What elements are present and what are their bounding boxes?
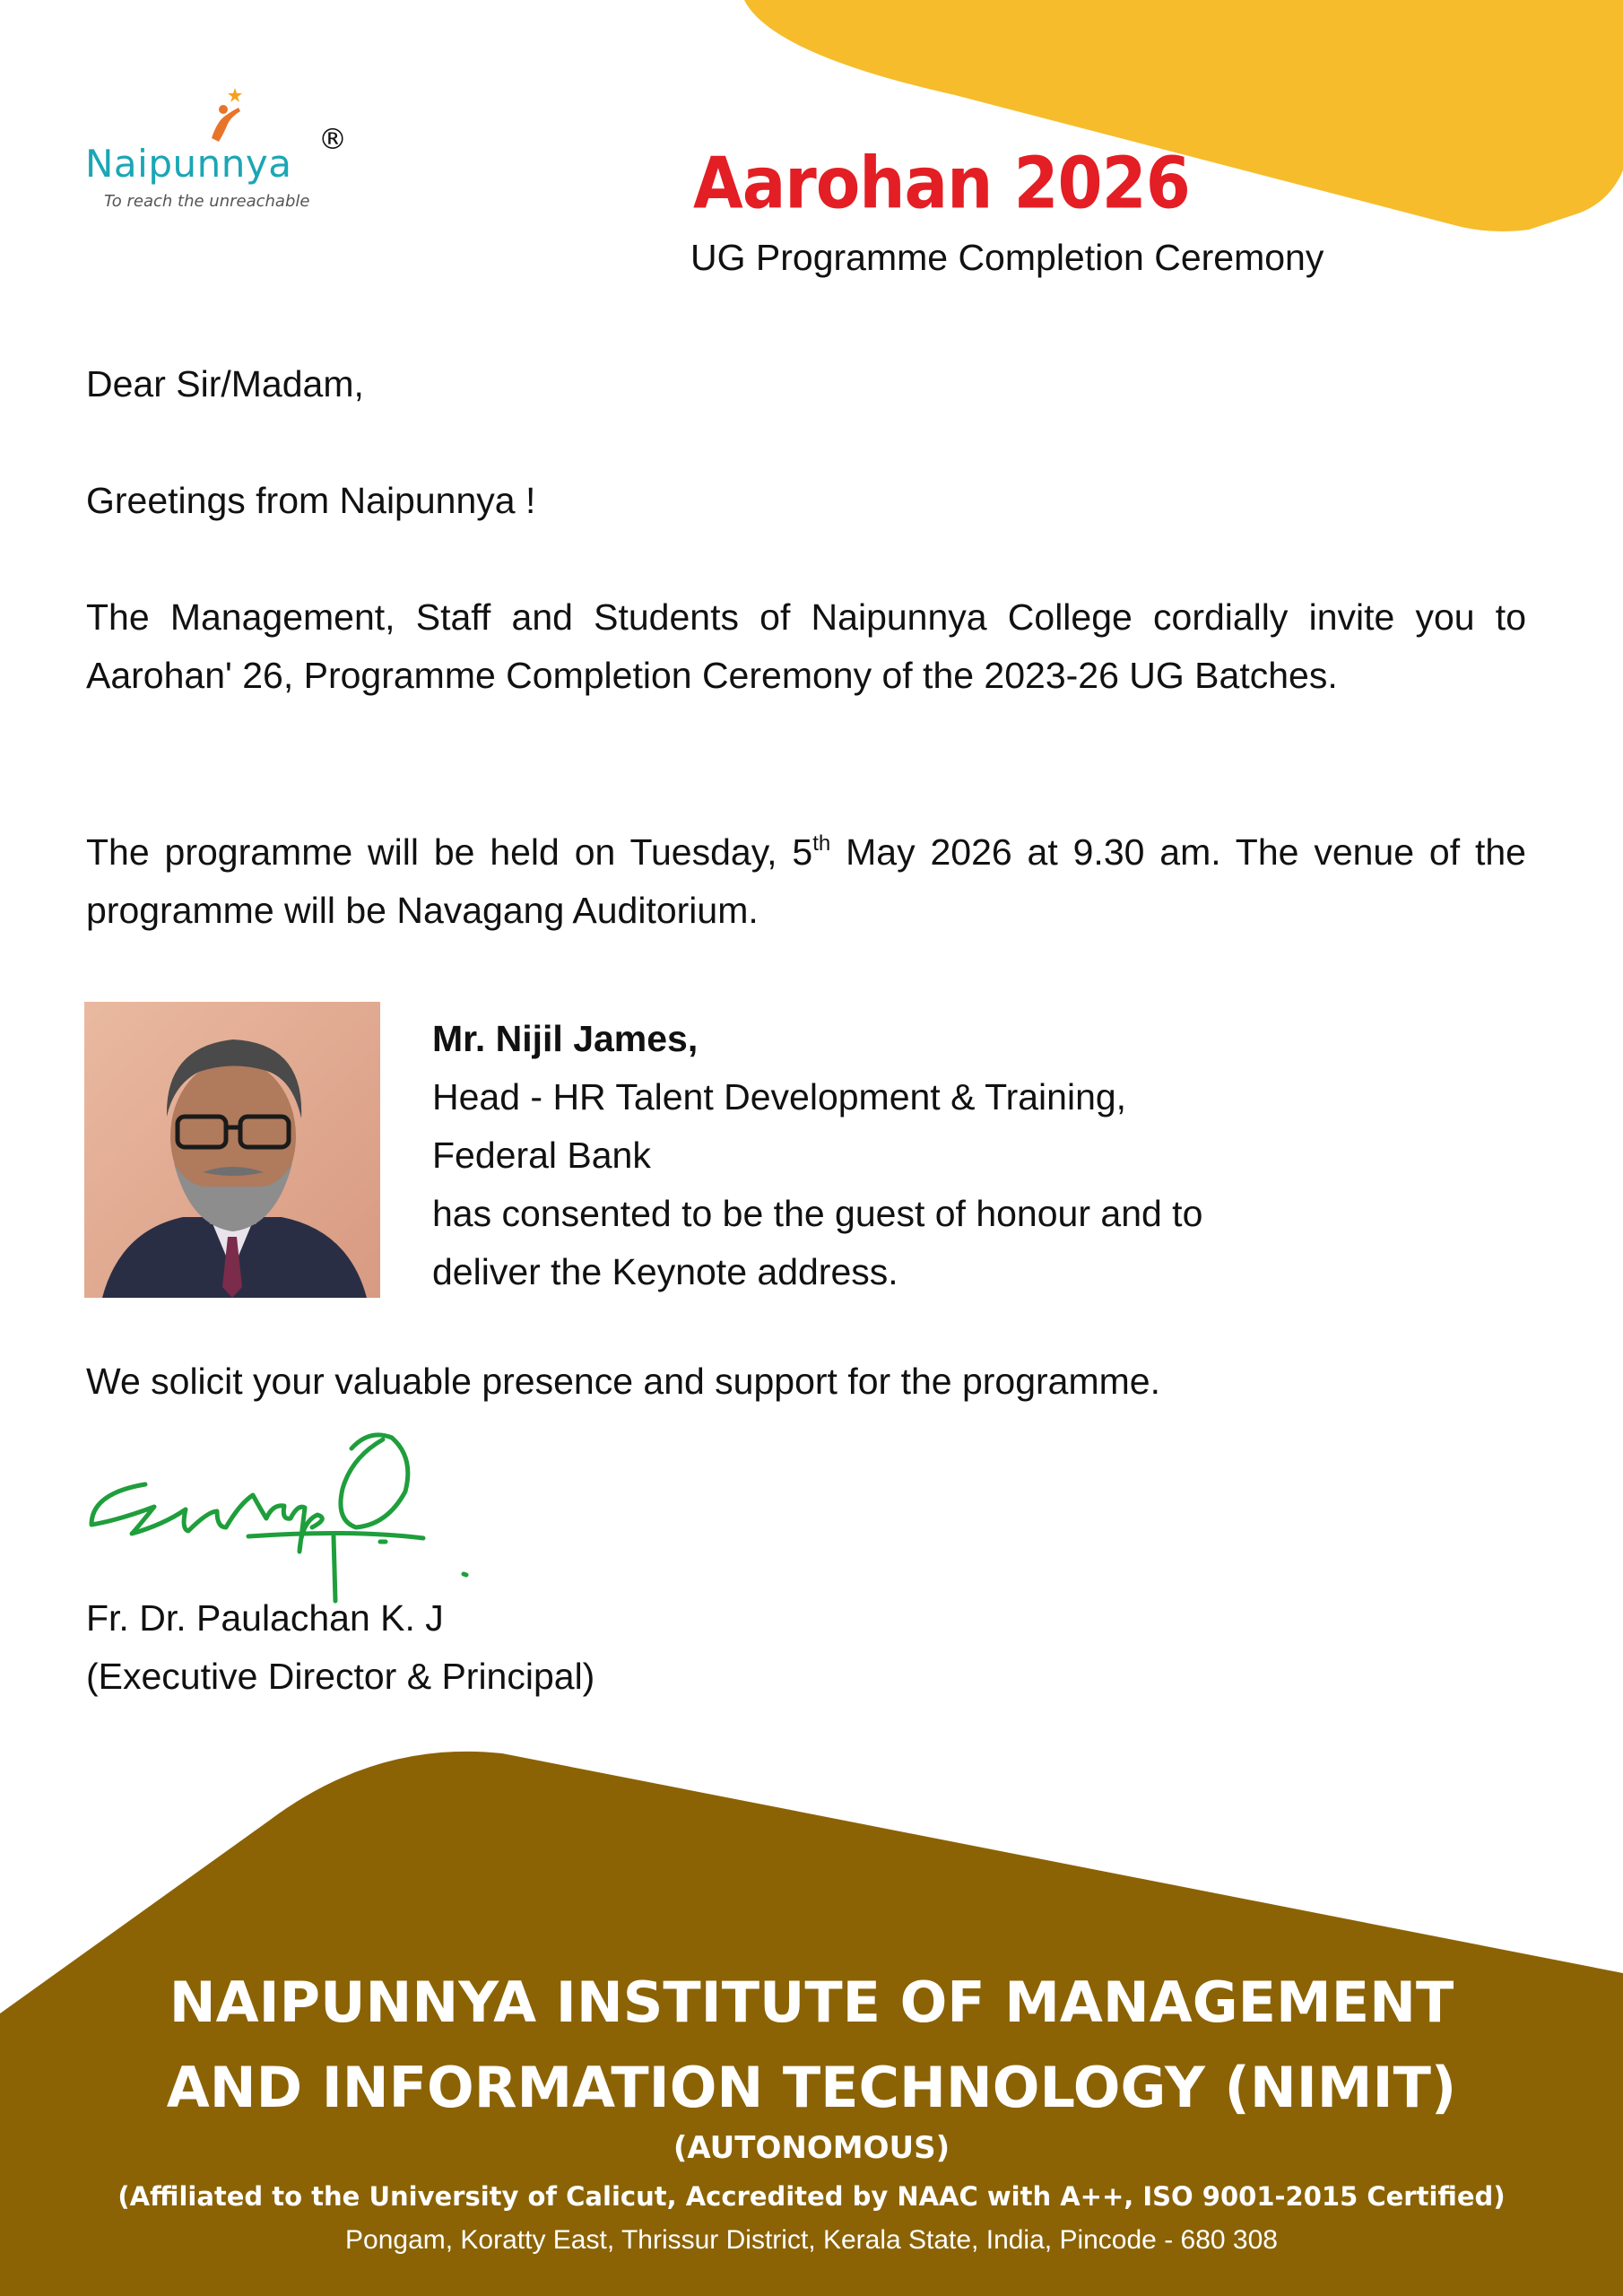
event-subtitle: UG Programme Completion Ceremony (690, 237, 1324, 278)
greeting: Greetings from Naipunnya ! (86, 480, 536, 521)
autonomous-status: (AUTONOMOUS) (673, 2130, 950, 2166)
signatory-name: Fr. Dr. Paulachan K. J (86, 1597, 444, 1639)
salutation: Dear Sir/Madam, (86, 363, 364, 404)
institute-name (0, 1960, 1623, 2130)
guest-details (432, 1010, 1508, 1301)
guest-title: Head - HR Talent Development & Training, (432, 1076, 1127, 1118)
signature-graphic (82, 1422, 486, 1614)
logo-wordmark: Naipunnya (85, 142, 292, 186)
guest-photo (84, 1002, 380, 1298)
logo-tagline: To reach the unreachable (104, 192, 310, 211)
guest-note-line2: deliver the Keynote address. (432, 1251, 898, 1292)
date-ordinal: th (812, 831, 831, 856)
closing-line: We solicit your valuable presence and support for the programme. (86, 1361, 1160, 1402)
invitation-paragraph: The Management, Staff and Students of Naipunnya College cordially invite you to Aarohan' 26, Programme Completion Ceremony of the 2023-26 UG Batches. (86, 596, 1526, 696)
schedule-prefix: The programme will be held on Tuesday, 5 (86, 831, 813, 873)
signatory-block (86, 1589, 595, 1706)
registered-mark: ® (318, 122, 347, 156)
schedule-suffix: May 2026 at 9.30 am. The venue of the programme will be Navagang Auditorium. (86, 831, 1526, 931)
address-line: Pongam, Koratty East, Thrissur District, Kerala State, India, Pincode - 680 308 (345, 2225, 1278, 2255)
guest-organization: Federal Bank (432, 1135, 651, 1176)
signatory-designation: (Executive Director & Principal) (86, 1656, 595, 1697)
guest-note-line1: has consented to be the guest of honour and to (432, 1193, 1203, 1234)
institute-name-line2: AND INFORMATION TECHNOLOGY (NIMIT) (166, 2055, 1457, 2120)
event-title: Aarohan 2026 (693, 142, 1190, 225)
affiliation-line: (Affiliated to the University of Calicut, Accredited by NAAC with A++, ISO 9001-2015 Certified) (117, 2181, 1506, 2212)
schedule-paragraph (86, 823, 1526, 940)
logo-figure-icon (208, 83, 248, 145)
guest-name: Mr. Nijil James, (432, 1018, 699, 1059)
institute-name-line1: NAIPUNNYA INSTITUTE OF MANAGEMENT (169, 1970, 1454, 2035)
